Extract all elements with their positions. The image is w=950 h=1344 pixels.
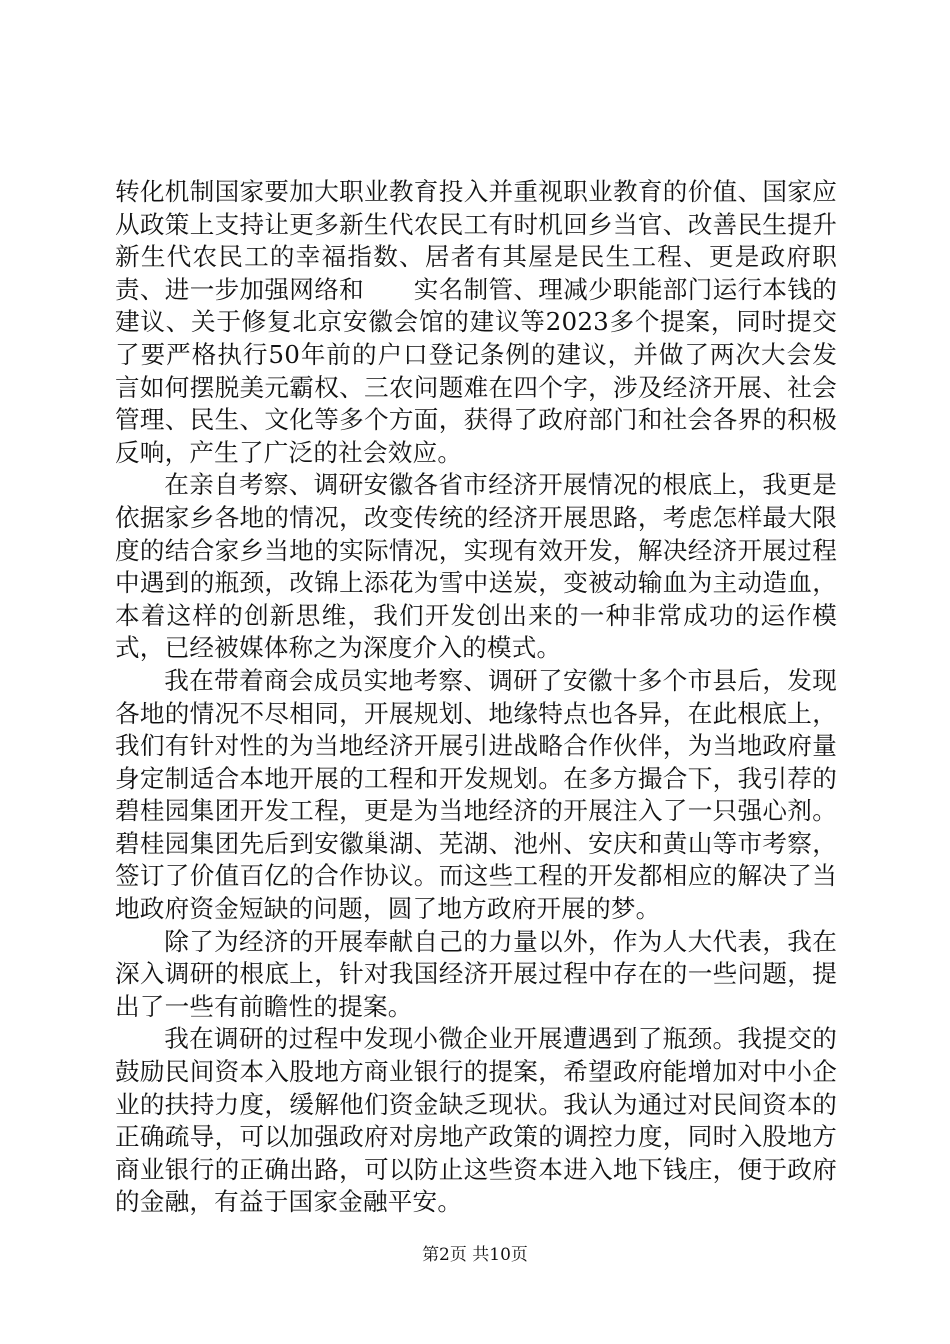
paragraph-5: 我在调研的过程中发现小微企业开展遭遇到了瓶颈。我提交的鼓励民间资本入股地方商业银行的提案，希望政府能增加对中小企业的扶持力度，缓解他们资金缺乏现状。我认为通过对民间资本的正确疏导，可以加强政府对房地产政策的调控力度，同时入股地方商业银行的正确出路，可以防止这些资本进入地下钱庄，便于政府的金融，有益于国家金融平安。 <box>115 1024 837 1217</box>
paragraph-3: 我在带着商会成员实地考察、调研了安徽十多个市县后，发现各地的情况不尽相同，开展规划、地缘特点也各异，在此根底上，我们有针对性的为当地经济开展引进战略合作伙伴，为当地政府量身定制适合本地开展的工程和开发规划。在多方撮合下，我引荐的碧桂园集团开发工程，更是为当地经济的开展注入了一只强心剂。碧桂园集团先后到安徽巢湖、芜湖、池州、安庆和黄山等市考察，签订了价值百亿的合作协议。而这些工程的开发都相应的解决了当地政府资金短缺的问题，圆了地方政府开展的梦。 <box>115 665 837 924</box>
paragraph-1: 转化机制国家要加大职业教育投入并重视职业教育的价值、国家应从政策上支持让更多新生代农民工有时机回乡当官、改善民生提升新生代农民工的幸福指数、居者有其屋是民生工程、更是政府职责、进一步加强网络和 实名制管、理减少职能部门运行本钱的建议、关于修复北京安徽会馆的建议等2023多个提案，同时提交了要严格执行50年前的户口登记条例的建议，并做了两次大会发言如何摆脱美元霸权、三农问题难在四个字，涉及经济开展、社会管理、民生、文化等多个方面，获得了政府部门和社会各界的积极反响，产生了广泛的社会效应。 <box>115 177 837 467</box>
page-footer: 第2页 共10页 <box>422 1245 528 1265</box>
paragraph-2: 在亲自考察、调研安徽各省市经济开展情况的根底上，我更是依据家乡各地的情况，改变传统的经济开展思路，考虑怎样最大限度的结合家乡当地的实际情况，实现有效开发，解决经济开展过程中遇到的瓶颈，改锦上添花为雪中送炭，变被动输血为主动造血，本着这样的创新思维，我们开发创出来的一种非常成功的运作模式，已经被媒体称之为深度介入的模式。 <box>115 470 837 663</box>
paragraph-4: 除了为经济的开展奉献自己的力量以外，作为人大代表，我在深入调研的根底上，针对我国经济开展过程中存在的一些问题，提出了一些有前瞻性的提案。 <box>115 926 837 1021</box>
document-body <box>115 176 837 1219</box>
